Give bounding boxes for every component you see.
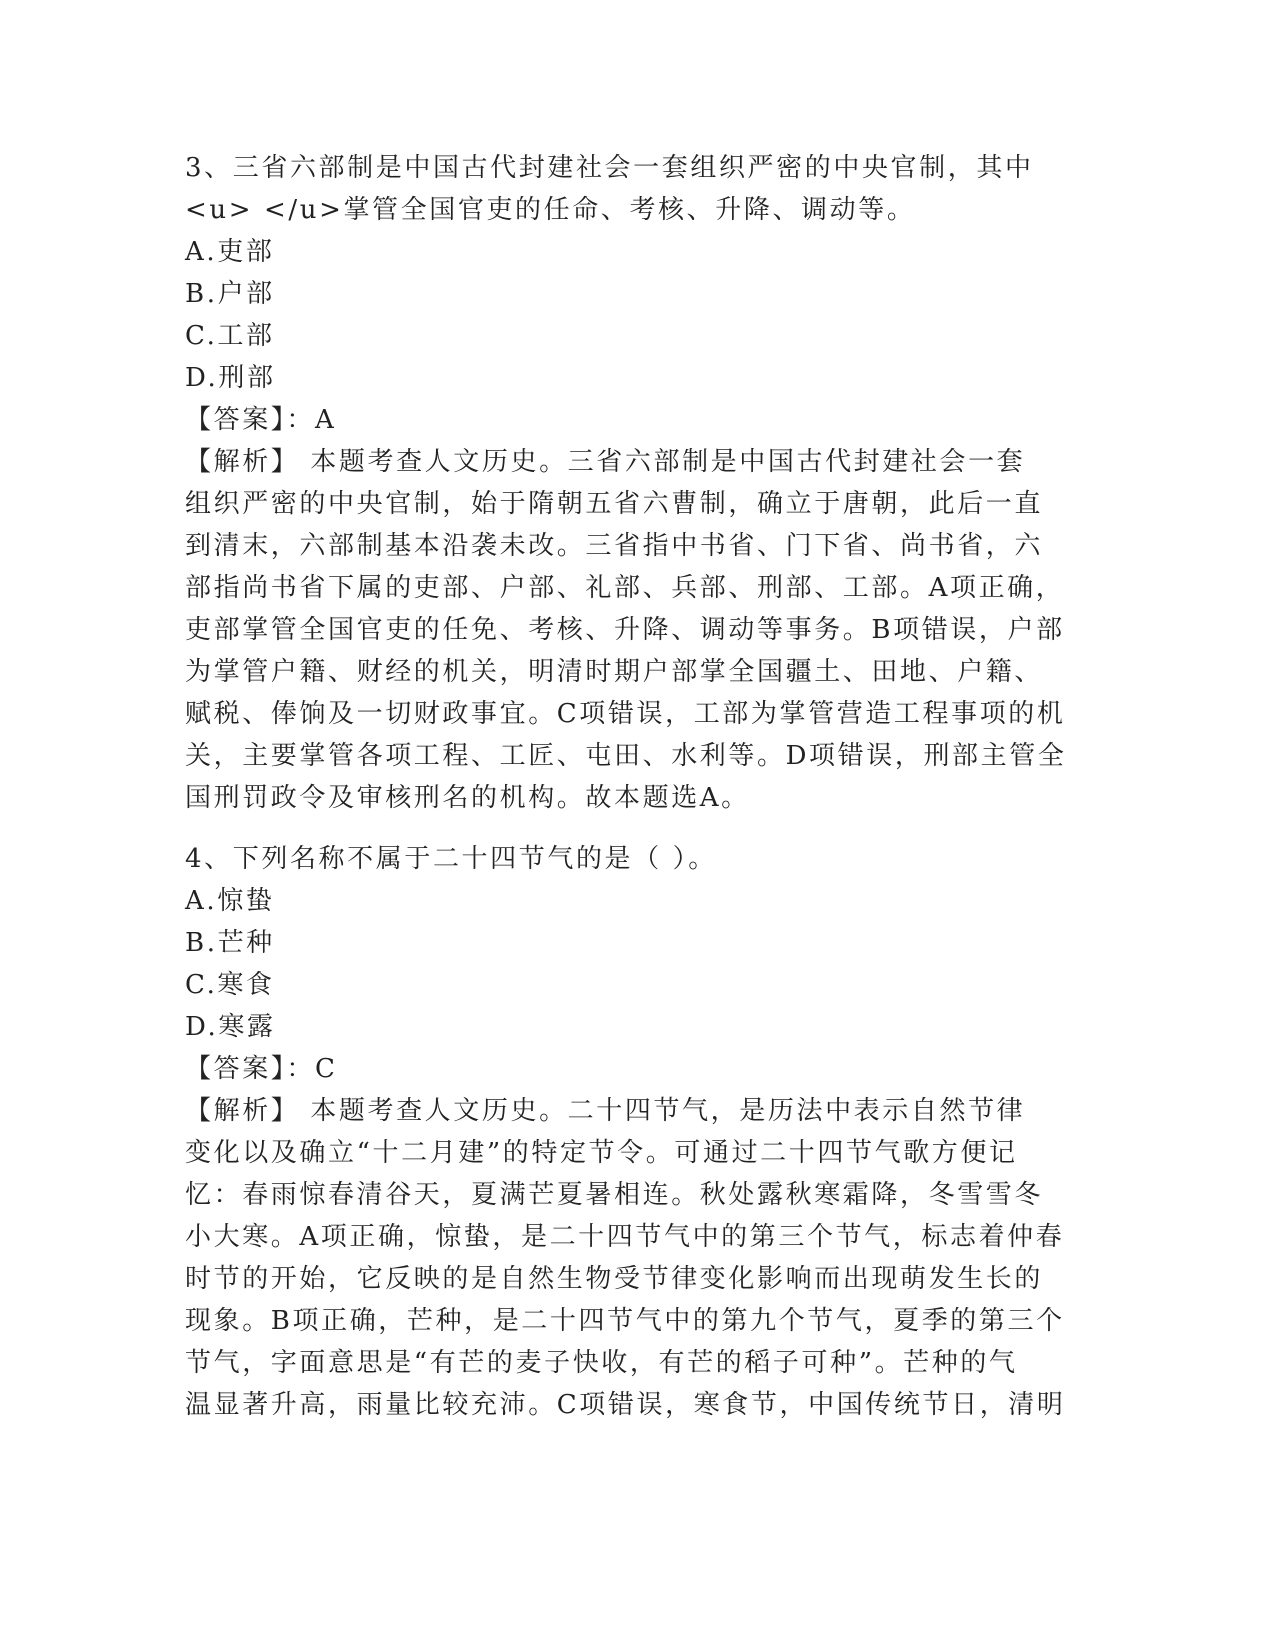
option-d: D.寒露 (185, 1012, 276, 1042)
analysis-line: 现象。B项正确，芒种，是二十四节气中的第九个节气，夏季的第三个 (185, 1306, 1065, 1336)
option-b: B.芒种 (185, 928, 275, 958)
analysis-line: 到清末，六部制基本沿袭未改。三省指中书省、门下省、尚书省，六 (185, 531, 1044, 561)
analysis-line: 时节的开始，它反映的是自然生物受节律变化影响而出现萌发生长的 (185, 1264, 1044, 1294)
option-d: D.刑部 (185, 363, 276, 393)
answer-line: 【答案】：A (185, 405, 337, 435)
option-a: A.惊蛰 (185, 886, 275, 916)
analysis-line: 【解析】 本题考查人文历史。三省六部制是中国古代封建社会一套 (185, 447, 1026, 477)
analysis-line: 国刑罚政令及审核刑名的机构。故本题选A。 (185, 783, 750, 813)
analysis-line: 关，主要掌管各项工程、工匠、屯田、水利等。D项错误，刑部主管全 (185, 741, 1067, 771)
question-stem-line: 4、下列名称不属于二十四节气的是（ ）。 (185, 844, 717, 874)
analysis-line: 忆：春雨惊春清谷天，夏满芒夏暑相连。秋处露秋寒霜降，冬雪雪冬 (185, 1180, 1044, 1210)
analysis-line: 【解析】 本题考查人文历史。二十四节气，是历法中表示自然节律 (185, 1096, 1026, 1126)
analysis-line: 组织严密的中央官制，始于隋朝五省六曹制，确立于唐朝，此后一直 (185, 489, 1044, 519)
question-3 (185, 147, 1085, 819)
analysis-line: 小大寒。A项正确，惊蛰，是二十四节气中的第三个节气，标志着仲春 (185, 1222, 1065, 1252)
analysis-line: 温显著升高，雨量比较充沛。C项错误，寒食节，中国传统节日，清明 (185, 1390, 1066, 1420)
analysis-line: 为掌管户籍、财经的机关，明清时期户部掌全国疆土、田地、户籍、 (185, 657, 1044, 687)
question-stem-line: 3、三省六部制是中国古代封建社会一套组织严密的中央官制，其中 (185, 153, 1034, 183)
analysis-line: 吏部掌管全国官吏的任免、考核、升降、调动等事务。B项错误，户部 (185, 615, 1065, 645)
analysis-line: 节气，字面意思是“有芒的麦子快收，有芒的稻子可种”。芒种的气 (185, 1348, 1018, 1378)
option-b: B.户部 (185, 279, 275, 309)
answer-line: 【答案】：C (185, 1054, 338, 1084)
option-a: A.吏部 (185, 237, 275, 267)
analysis-line: 变化以及确立“十二月建”的特定节令。可通过二十四节气歌方便记 (185, 1138, 1018, 1168)
document-page (185, 147, 1085, 1426)
option-c: C.工部 (185, 321, 275, 351)
analysis-line: 赋税、俸饷及一切财政事宜。C项错误，工部为掌管营造工程事项的机 (185, 699, 1066, 729)
question-4 (185, 838, 1085, 1426)
option-c: C.寒食 (185, 970, 275, 1000)
question-spacer (185, 819, 1085, 838)
analysis-line: 部指尚书省下属的吏部、户部、礼部、兵部、刑部、工部。A项正确， (185, 573, 1065, 603)
question-stem-line: <u> </u>掌管全国官吏的任命、考核、升降、调动等。 (185, 195, 916, 225)
